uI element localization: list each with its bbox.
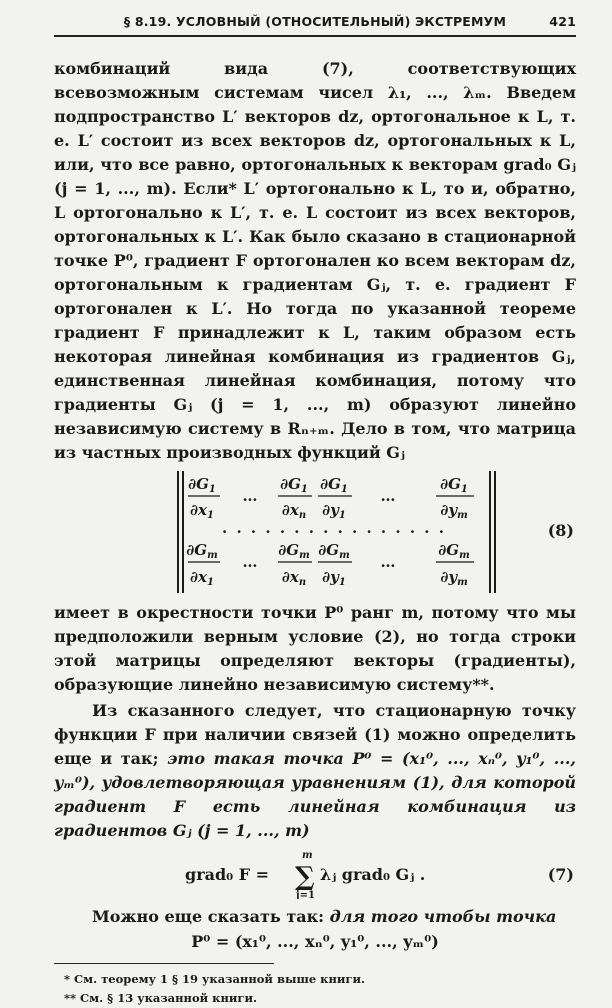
svg-text:∂y1: $\partial y_1$ [322,501,346,521]
svg-text:∂G1: $\partial G_1$ [440,475,468,495]
svg-text:∂ym: $\partial y_m$ [440,568,468,588]
svg-text:…: … [242,487,258,505]
m-r1c1-num: $\partial G_1$ [188,475,216,495]
sum-upper: m [302,850,313,861]
svg-text:∂Gm: $\partial G_m$ [318,541,350,561]
paragraph-2: имеет в окрестности точки P⁰ ранг m, потому что мы предположили верным условие (2), но тогда строки этой матрицы определяют векторы (градиенты), образующие линейно независимую систему**. [54,603,576,694]
paragraph-1: комбинаций вида (7), соответствующих всевозможным системам чисел λ₁, ..., λₘ. Введем подпространство L′ векторов dz, ортогональное к L, т. е. L′ состоит из всех векторов dz, ортогональных к L, или, что все равно, ортогональных к векторам grad₀ Gⱼ (j = 1, ..., m). Если* L′ ортогонально к L, то и, обратно, L ортогонально к L′, т. е. L состоит из всех векторов, ортогональных к L′. Как было сказано в стационарной точке P⁰, градиент F ортогонален ко всем векторам dz, ортогональным к градиентам Gⱼ, т. е. градиент F ортогонален к L′. Но тогда по указанной теореме градиент F принадлежит к L, таким образом есть некоторая линейная комбинация из градиентов Gⱼ, единственная линейная комбинация, потому что градиенты Gⱼ (j = 1, ..., m) образуют линейно независимую систему в Rₙ₊ₘ. Дело в том, что матрица из частных производных функций Gⱼ [54,59,576,462]
svg-text:∂xn: $\partial x_n$ [281,501,307,521]
paragraph-3-italic: это такая точка P⁰ = (x₁⁰, ..., xₙ⁰, y₁⁰, ..., yₘ⁰), удовлетворяющая уравнениям (1), для которой градиент F есть линейная комбинация из градиентов Gⱼ (j = 1, ..., m) [54,749,576,840]
svg-text:…: … [380,553,396,571]
svg-text:∂xn: $\partial x_n$ [281,568,307,588]
footnote-divider [54,963,274,964]
svg-text:∂G1: $\partial G_1$ [280,475,308,495]
svg-text:∂ym: $\partial y_m$ [440,501,468,521]
svg-text:∂Gm: $\partial G_m$ [278,541,310,561]
equation-number-7: (7) [547,865,574,884]
footnotes [54,970,576,1008]
formula-lhs: grad₀ F = [185,865,270,884]
paragraph-3: Из сказанного следует, что стационарную точку функции F при наличии связей (1) можно определить еще и так; это такая точка P⁰ = (x₁⁰, ..., xₙ⁰, y₁⁰, ..., yₘ⁰), удовлетворяющая уравнениям (1), для которой градиент F есть линейная комбинация из градиентов Gⱼ (j = 1, ..., m) [54,701,576,840]
header-title: § 8.19. УСЛОВНЫЙ (ОТНОСИТЕЛЬНЫЙ) ЭКСТРЕМУМ [123,14,507,29]
page-number: 421 [549,14,576,29]
svg-text:∂x1: $\partial x_1$ [190,501,214,521]
running-header [54,14,576,37]
svg-text:. . . . . . . . . . . . . . .: . . . . . . . . . . . . . . . . [222,519,446,537]
footnote-2: ** См. § 13 указанной книги. [64,991,257,1005]
paragraph-4: Можно еще сказать так: для того чтобы точка [92,907,557,926]
body-text [54,57,576,955]
point-definition: P⁰ = (x₁⁰, ..., xₙ⁰, y₁⁰, ..., yₘ⁰) [191,932,439,951]
matrix-drawing [174,469,504,595]
formula-rhs: λⱼ grad₀ Gⱼ . [320,865,426,884]
svg-text:∑: ∑ [295,862,315,892]
svg-text:…: … [380,487,396,505]
gradient-formula [54,849,576,899]
svg-text:∂y1: $\partial y_1$ [322,568,346,588]
jacobian-matrix [54,469,576,595]
sum-lower: j=1 [296,890,315,899]
equation-number-8: (8) [547,521,574,540]
svg-text:∂G1: $\partial G_1$ [320,475,348,495]
svg-text:∂Gm: $\partial G_m$ [186,541,218,561]
footnote-1: * См. теорему 1 § 19 указанной выше книги. [64,972,365,986]
svg-text:…: … [242,553,258,571]
svg-text:∂x1: $\partial x_1$ [190,568,214,588]
svg-text:∂Gm: $\partial G_m$ [438,541,470,561]
